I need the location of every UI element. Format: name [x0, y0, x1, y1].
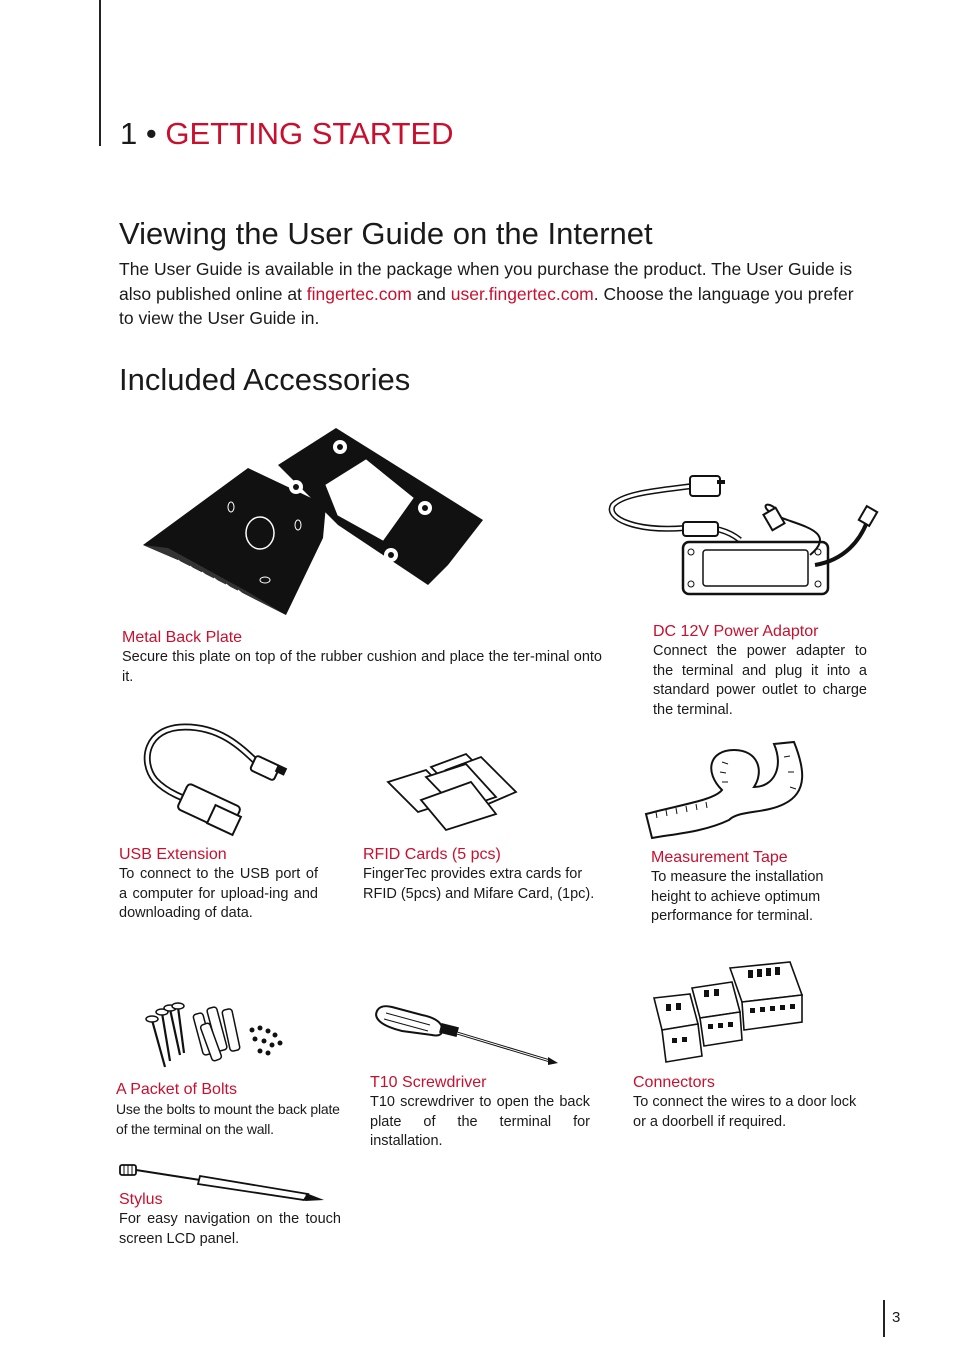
connectors-icon	[652, 960, 802, 1066]
accessory-title: USB Extension	[119, 846, 227, 863]
link-user-fingertec[interactable]: user.fingertec.com	[450, 283, 594, 304]
accessory-title: RFID Cards (5 pcs)	[363, 846, 501, 863]
accessory-title: T10 Screwdriver	[370, 1074, 487, 1091]
user-guide-paragraph	[119, 257, 859, 331]
accessory-stylus	[119, 1190, 341, 1249]
accessory-title: Metal Back Plate	[122, 629, 243, 646]
intro-text: . Choose the language you prefer to view the User Guide in.	[119, 283, 854, 328]
chapter-number: 1	[120, 116, 138, 151]
accessory-description: Secure this plate on top of the rubber cushion and place the ter-minal onto it.	[122, 649, 602, 685]
power-adaptor-icon	[605, 470, 885, 600]
measurement-tape-icon	[644, 742, 814, 842]
screwdriver-icon	[372, 1003, 562, 1071]
accessory-description: T10 screwdriver to open the back plate of the terminal for installation.	[370, 1094, 590, 1149]
accessory-title: Measurement Tape	[651, 849, 788, 866]
accessory-description: For easy navigation on the touch screen LCD panel.	[119, 1211, 341, 1247]
accessory-description: To connect the wires to a door lock or a doorbell if required.	[633, 1094, 857, 1130]
accessory-rfid-cards	[363, 845, 615, 904]
link-fingertec[interactable]: fingertec.com	[306, 283, 412, 304]
bolts-icon	[140, 995, 300, 1075]
accessory-power-adaptor	[653, 622, 867, 720]
user-guide-heading: Viewing the User Guide on the Internet	[119, 216, 653, 251]
accessory-bolts	[116, 1080, 344, 1139]
page-number: 3	[892, 1309, 901, 1326]
chapter-bullet: •	[145, 116, 157, 151]
accessory-title: A Packet of Bolts	[116, 1081, 237, 1098]
accessory-title: Connectors	[633, 1074, 715, 1091]
chapter-title: GETTING STARTED	[165, 116, 454, 151]
accessory-title: Stylus	[119, 1191, 163, 1208]
usb-cable-icon	[140, 722, 300, 837]
intro-text: The User Guide is available in the package when you purchase the product. The User Guide is also published online at	[119, 259, 853, 304]
intro-text: and	[411, 283, 451, 304]
accessory-connectors	[633, 1073, 865, 1132]
accessory-description: Use the bolts to mount the back plate of the terminal on the wall.	[116, 1101, 340, 1137]
accessory-measurement-tape	[651, 848, 861, 927]
accessory-description: FingerTec provides extra cards for RFID (5pcs) and Mifare Card, (1pc).	[363, 866, 595, 902]
accessory-description: To measure the installation height to achieve optimum performance for terminal.	[651, 869, 824, 924]
accessory-screwdriver	[370, 1073, 590, 1152]
rfid-cards-icon	[386, 752, 521, 832]
accessory-description: Connect the power adapter to the terminal and plug it into a standard power outlet to charge the terminal.	[653, 643, 867, 718]
accessory-usb-extension	[119, 845, 318, 924]
header-rule	[99, 0, 101, 146]
accessory-description: To connect to the USB port of a computer for upload-ing and downloading of data.	[119, 866, 318, 921]
metal-back-plate-icon	[138, 420, 488, 620]
accessory-title: DC 12V Power Adaptor	[653, 623, 819, 640]
accessories-heading: Included Accessories	[119, 362, 411, 397]
accessory-metal-back-plate	[122, 628, 602, 687]
chapter-heading	[120, 112, 454, 156]
footer-rule	[883, 1300, 885, 1337]
